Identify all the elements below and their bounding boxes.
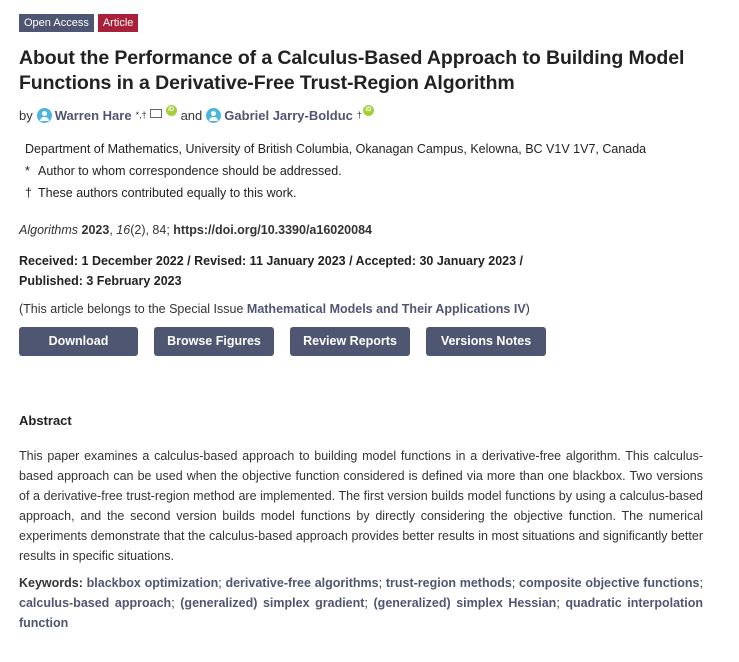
abstract-text: This paper examines a calculus-based approach to building model functions in a derivative-free algorithm. This calculus-based approach can be used when the objective function considered is defined via more than one blackbox. Two versions of a derivative-free trust-region method are implemented. The first version builds model functions by using a calculus-based approach, and the second version builds model functions by directly considering the objective function. The numerical experiments demonstrate that the calculus-based approach provides better results in most situations and significantly better results in specific situations. <box>19 449 703 563</box>
mail-icon[interactable] <box>150 109 162 118</box>
review-reports-button[interactable]: Review Reports <box>290 327 410 356</box>
citation-volume: 16 <box>116 223 131 237</box>
person-icon[interactable] <box>206 108 221 123</box>
special-issue-prefix: (This article belongs to the Special Issue <box>19 302 247 316</box>
dates-line-1: Received: 1 December 2022 / Revised: 11 January 2023 / Accepted: 30 January 2023 / <box>19 254 523 268</box>
and-label: and <box>180 107 203 123</box>
affiliation-item <box>19 160 703 182</box>
dates-line-2: Published: 3 February 2023 <box>19 274 182 288</box>
special-issue-link[interactable]: Mathematical Models and Their Applications IV <box>246 302 526 316</box>
publication-dates <box>19 251 703 291</box>
author1-marks: *,† <box>135 110 147 120</box>
article-page <box>19 14 703 633</box>
author2-marks: † <box>356 110 362 120</box>
open-access-badge[interactable]: Open Access <box>19 14 94 32</box>
keyword-link[interactable]: (generalized) simplex gradient <box>180 596 365 610</box>
keyword-link[interactable]: derivative-free algorithms <box>225 576 379 590</box>
abstract-heading: Abstract <box>19 413 72 428</box>
article-title: About the Performance of a Calculus-Based Approach to Building Model Functions in a Derivative-Free Trust-Region Algorithm <box>19 47 685 94</box>
special-issue-suffix: ) <box>525 302 530 316</box>
keyword-link[interactable]: composite objective functions <box>519 576 700 590</box>
keyword-link[interactable]: trust-region methods <box>385 576 512 590</box>
citation-issue: (2) <box>130 223 146 237</box>
person-icon[interactable] <box>37 108 52 123</box>
affiliation-text: Department of Mathematics, University of British Columbia, Okanagan Campus, Kelowna, BC V1V 1V7, Canada <box>25 142 647 156</box>
keyword-link[interactable]: blackbox optimization <box>86 576 219 590</box>
keyword-link[interactable]: calculus-based approach <box>19 596 172 610</box>
affiliation-mark: * <box>25 164 30 178</box>
affiliation-item <box>19 182 703 204</box>
affiliations <box>19 138 703 204</box>
download-button[interactable]: Download <box>19 327 138 356</box>
citation: Algorithms 2023, 16(2), 84; https://doi.org/10.3390/a16020084 <box>19 223 372 237</box>
affiliation-text: These authors contributed equally to this work. <box>38 186 297 200</box>
versions-notes-button[interactable]: Versions Notes <box>426 327 546 356</box>
keywords: Keywords: blackbox optimization; derivative-free algorithms; trust-region methods; composite objective functions; calculus-based approach; (generalized) simplex gradient; (generalized) simplex Hessian; quadratic interpolation function <box>19 576 703 630</box>
keyword-link[interactable]: (generalized) simplex Hessian <box>373 596 557 610</box>
orcid-icon[interactable]: iD <box>363 105 374 116</box>
special-issue-note <box>19 302 703 316</box>
citation-article: , 84; <box>145 223 174 237</box>
doi-link[interactable]: https://doi.org/10.3390/a16020084 <box>173 223 372 237</box>
byline <box>19 105 703 125</box>
affiliation-mark: † <box>25 186 32 200</box>
author-gabriel-jarry-bolduc[interactable]: Gabriel Jarry-Bolduc <box>224 107 353 123</box>
journal-name[interactable]: Algorithms <box>19 223 79 237</box>
by-label: by <box>19 107 33 123</box>
browse-figures-button[interactable]: Browse Figures <box>154 327 274 356</box>
citation-year: 2023 <box>81 223 110 237</box>
keywords-label: Keywords: <box>19 576 83 590</box>
affiliation-text: Author to whom correspondence should be addressed. <box>38 164 342 178</box>
badges <box>19 14 703 32</box>
action-buttons <box>19 327 703 356</box>
article-badge: Article <box>98 14 139 32</box>
keyword-link[interactable]: quadratic interpolation function <box>19 596 703 630</box>
affiliation-item <box>19 138 703 160</box>
orcid-icon[interactable]: iD <box>166 105 177 116</box>
author-warren-hare[interactable]: Warren Hare <box>54 107 132 123</box>
